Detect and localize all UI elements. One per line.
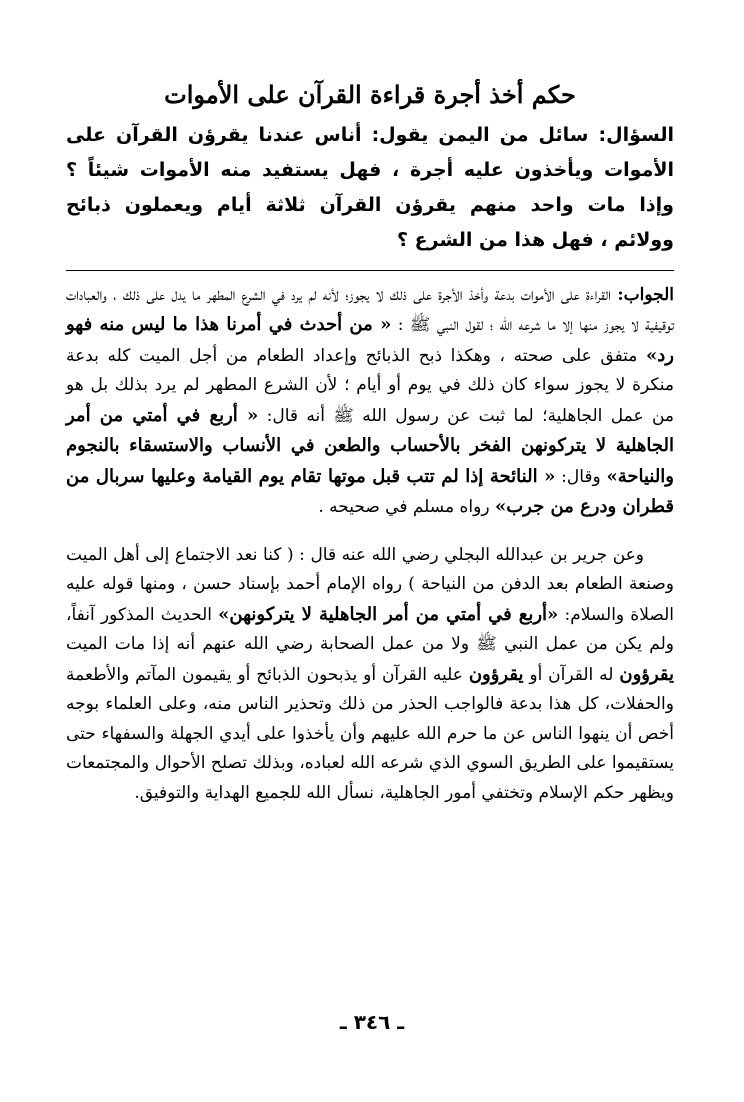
- para2-hadith-quote: «أربع في أمتي من أمر الجاهلية لا يتركونهن»: [218, 603, 559, 625]
- hadith-quote-3: « النائحة إذا لم تتب قبل موتها تقام يوم القيامة وعليها سربال من قطران ودرع من جرب»: [66, 465, 674, 518]
- question-text: سائل من اليمن يقول: أناس عندنا يقرؤن القرآن على الأموات ويأخذون عليه أجرة ، فهل يستفيد منه الأموات شيئاً ؟ وإذا مات واحد منهم يقرؤن القرآن ثلاثة أيام ويعملون ذبائح وولائم ، فهل هذا من الشرع ؟: [66, 123, 674, 251]
- answer-paragraph: [66, 281, 674, 523]
- answer-text-1: القراءة على الأموات بدعة وأخذ الأجرة على ذلك لا يجوز؛ لأنه لم يرد في الشرع المطهر ما يدل على ذلك ، والعبادات توقيفية لا يجوز منها إلا ما شرعه الله ؛ لقول النبي ﷺ :: [66, 284, 675, 336]
- answer-label: الجواب:: [617, 284, 674, 305]
- para2-text-2: الحديث المذكور آنفاً، ولم يكن من عمل النبي ﷺ ولا من عمل الصحابة رضي الله عنهم أنه إذا مات الميت: [66, 604, 674, 655]
- para2-bold-word-2: يقرؤون: [468, 663, 524, 685]
- second-paragraph: [66, 541, 674, 809]
- hadith-quote-2: « أربع في أمتي من أمر الجاهلية لا يتركونهن الفخر بالأحساب والطعن في الأنساب والاستسقاء بالنجوم والنياحة»: [66, 404, 674, 487]
- answer-text-2: متفق على صحته ، وهكذا ذبح الذبائح وإعداد الطعام من أجل الميت كله بدعة منكرة لا يجوز سواء كان ذلك في يوم أو أيام ؛ لأن الشرع المطهر لم يرد بذلك بل هو من عمل الجاهلية؛ لما ثبت عن رسول الله ﷺ أنه قال:: [66, 345, 674, 426]
- para2-text-4: عليه القرآن أو يذبحون الذبائح أو يقيمون المآتم والأطعمة والحفلات، كل هذا بدعة فالواجب الحذر من ذلك وتحذير الناس منه، وعلى العلماء بوجه أخص أن ينهوا الناس عن ما حرم الله عليهم وأن يأخذوا على أيدي الجهلة والسفهاء حتى يستقيموا على الطريق السوي الذي شرعه الله لعباده، وبذلك تصلح الأحوال والمجتمعات ويظهر حكم الإسلام وتختفي أمور الجاهلية، نسأل الله للجميع الهداية والتوفيق.: [66, 664, 674, 803]
- para2-text-3: له القرآن أو: [523, 664, 620, 685]
- divider-line: [66, 270, 674, 271]
- answer-text-4: رواه مسلم في صحيحه .: [318, 497, 495, 518]
- question-label: السؤال:: [598, 123, 674, 146]
- page-title: حكم أخذ أجرة قراءة القرآن على الأموات: [164, 80, 576, 109]
- page-number: ـ ٣٤٦ ـ: [339, 1010, 405, 1034]
- answer-text-3: وقال:: [555, 466, 607, 487]
- question-paragraph: [66, 118, 674, 258]
- hadith-quote-1: « من أحدث في أمرنا هذا ما ليس منه فهو رد»: [66, 314, 674, 366]
- para2-text-1: وعن جرير بن عبدالله البجلي رضي الله عنه قال : ( كنا نعد الاجتماع إلى أهل الميت وصنعة الطعام بعد الدفن من النياحة ) رواه الإمام أحمد بإسناد حسن ، ومنها قوله عليه الصلاة والسلام:: [66, 544, 674, 625]
- para2-bold-word-1: يقرؤون: [619, 663, 674, 685]
